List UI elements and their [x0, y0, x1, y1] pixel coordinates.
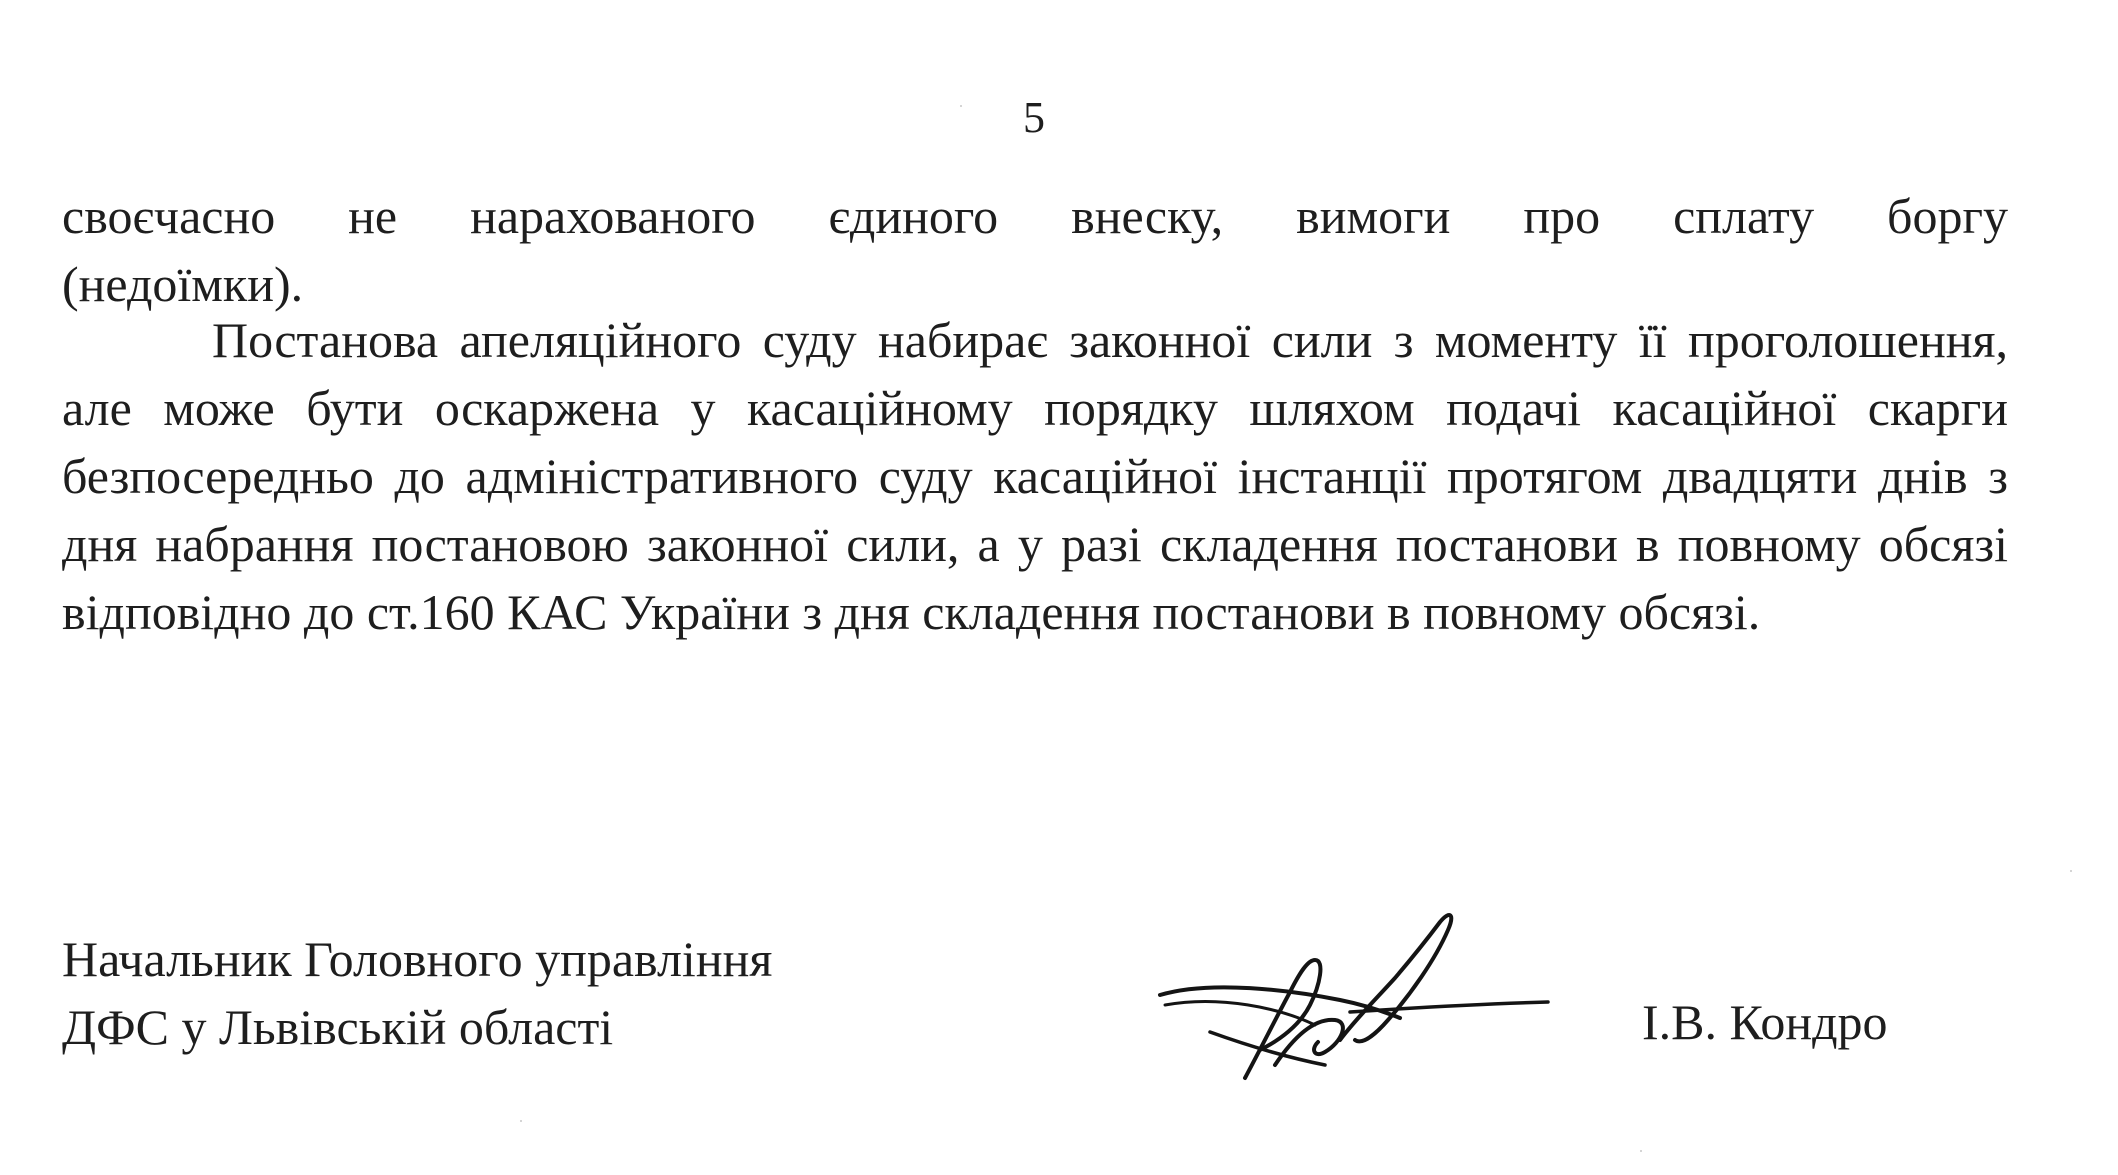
scan-speck — [1640, 1150, 1642, 1152]
scan-speck — [520, 1120, 522, 1122]
paragraph-continuation — [62, 182, 2008, 318]
paragraph-appeal-notice: Постанова апеляційного суду набирає законної сили з моменту її проголошення, але може бути оскаржена у касаційному порядку шляхом подачі касаційної скарги безпосередньо до адміністративного суду касаційної інстанції протягом двадцяти днів з дня набрання постановою законної сили, а у разі складення постанови в повному обсязі відповідно до ст.160 КАС України з дня складення постанови в повному обсязі. — [62, 312, 2008, 640]
signatory-position — [62, 925, 772, 1061]
signatory-position-line-2: ДФС у Львівській області — [62, 999, 614, 1055]
scan-speck — [2070, 870, 2072, 872]
paragraph-continuation-line-2: (недоїмки). — [62, 256, 304, 312]
handwritten-signature — [1150, 900, 1550, 1100]
signatory-position-line-1: Начальник Головного управління — [62, 931, 773, 987]
paragraph-continuation-line-1: своєчасно не нарахованого єдиного внеску, вимоги про сплату боргу — [62, 188, 2008, 244]
scan-speck — [960, 105, 962, 107]
signer-name: І.В. Кондро — [1642, 994, 1888, 1050]
page-number: 5 — [1023, 93, 1045, 142]
